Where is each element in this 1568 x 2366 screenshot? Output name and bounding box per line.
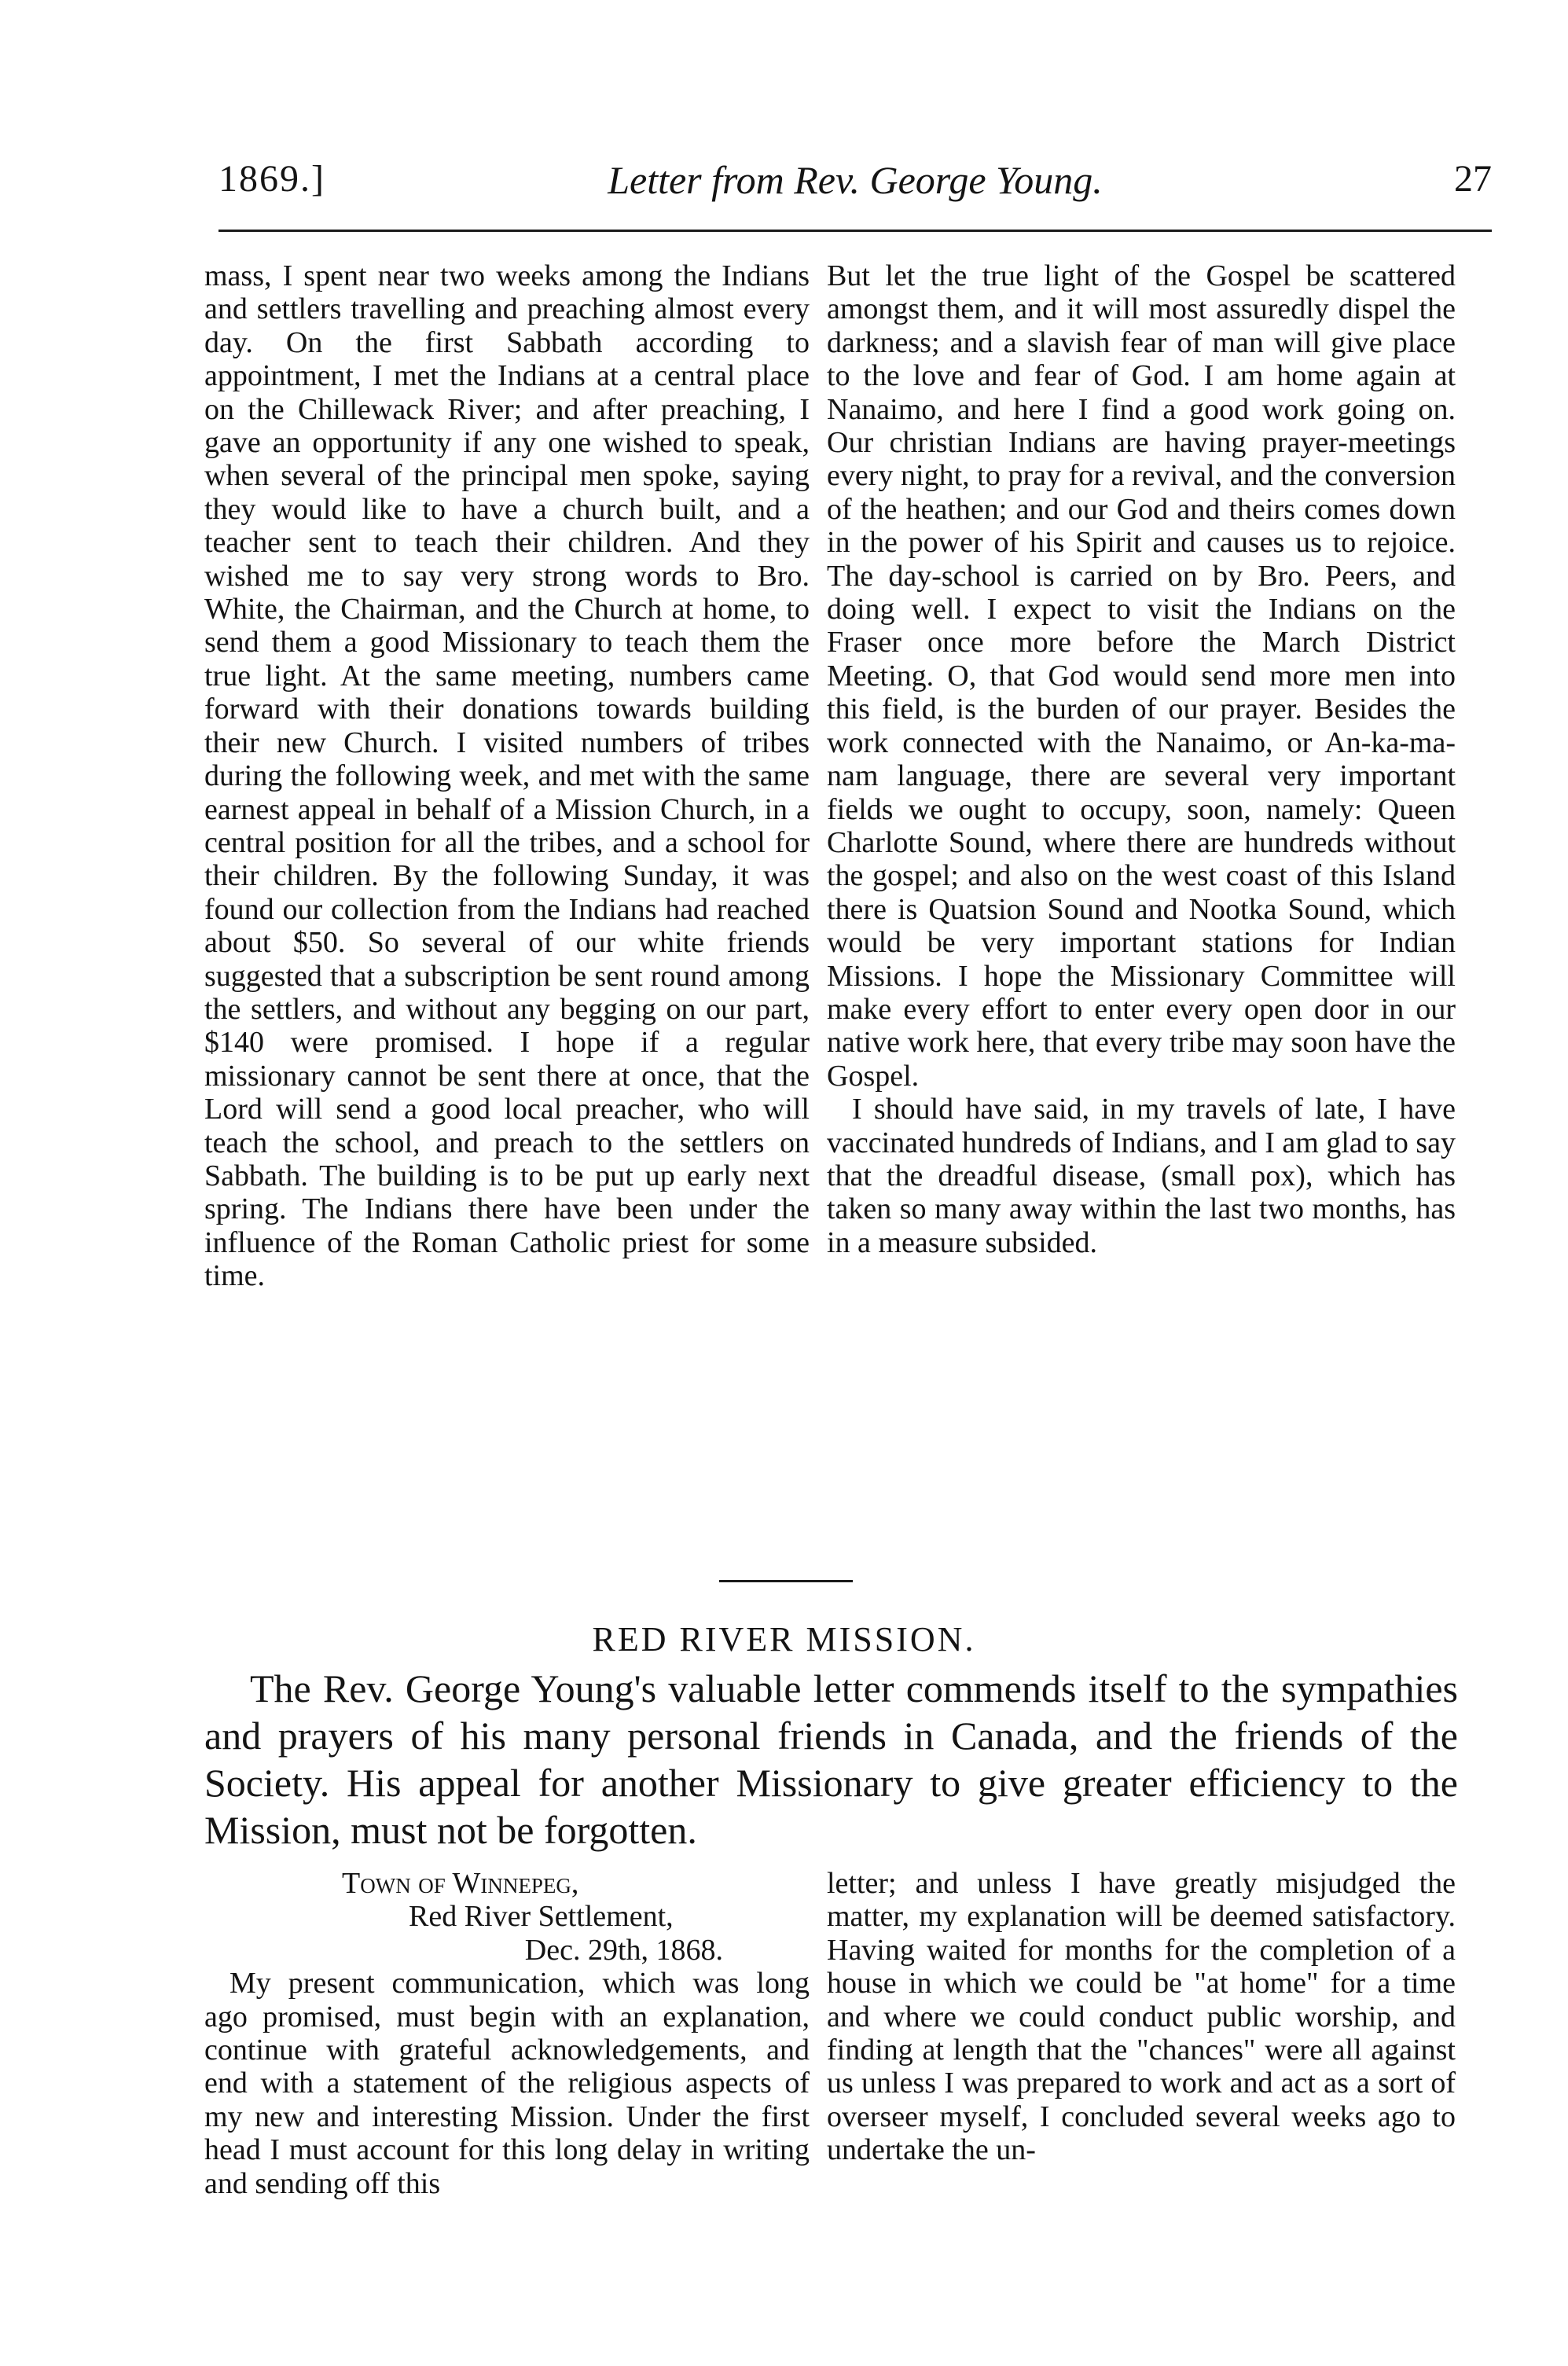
article-left-text: mass, I spent near two weeks among the Indians and settlers travelling and preaching almost every day. On the first Sabbath according to appointment, I met the Indians at a central place on the Chillewack River; and after preaching, I gave an opportunity if any one wished to speak, when several of the principal men spoke, saying they would like to have a church built, and a teacher sent to teach their children. And they wished me to say very strong words to Bro. White, the Chairman, and the Church at home, to send them a good Missionary to teach them the true light. At the same meeting, numbers came forward with their donations towards building their new Church. I visited numbers of tribes during the following week, and met with the same earnest appeal in behalf of a Mission Church, in a central position for all the tribes, and a school for their children. By the following Sunday, it was found our collection from the Indians had reached about $50. So several of our white friends suggested that a subscription be sent round among the settlers, and without any begging on our part, $140 were promised. I hope if a regular missionary cannot be sent there at once, that the Lord will send a good local preacher, who will teach the school, and preach to the settlers on Sabbath. The building is to be put up early next spring. The Indians there have been under the influence of the Roman Catholic priest for some time. — [204, 259, 810, 1293]
letter-dateline-town: Town of Winnepeg, — [342, 1867, 579, 1900]
page-number: 27 — [1454, 158, 1492, 200]
header-rule — [218, 230, 1492, 232]
letter-left-column — [204, 1867, 810, 2200]
letter-right-text: letter; and unless I have greatly misjudged the matter, my explanation will be deemed satisfactory. Having waited for months for the completion of a house in which we could be "at home" for a time and where we could conduct public worship, and finding at length that the "chances" were all against us unless I was prepared to work and act as a sort of overseer myself, I concluded several weeks ago to undertake the un- — [827, 1867, 1456, 2167]
letter-dateline-date: Dec. 29th, 1868. — [524, 1933, 723, 1967]
article-right-text-2: I should have said, in my travels of late, I have vaccinated hundreds of Indians, and I am glad to say that the dreadful disease, (small pox), which has taken so many away within the last two months, has in a measure subsided. — [827, 1093, 1456, 1259]
section-intro-text: The Rev. George Young's valuable letter commends itself to the sympathies and prayers of his many personal friends in Canada, and the friends of the Society. His appeal for another Missionary to give greater efficiency to the Mission, must not be forgotten. — [204, 1666, 1458, 1852]
section-title: RED RIVER MISSION. — [592, 1620, 976, 1659]
section-divider — [719, 1580, 853, 1582]
running-header — [218, 157, 1492, 212]
article-left-column — [204, 259, 810, 1293]
header-year: 1869.] — [218, 158, 325, 200]
article-right-text-1: But let the true light of the Gospel be scattered amongst them, and it will most assuredly dispel the darkness; and a slavish fear of man will give place to the love and fear of God. I am home again at Nanaimo, and here I find a good work going on. Our christian Indians are having prayer-meetings every night, to pray for a revival, and the conversion of the heathen; and our God and theirs comes down in the power of his Spirit and causes us to rejoice. The day-school is carried on by Bro. Peers, and doing well. I expect to visit the Indians on the Fraser once more before the March District Meeting. O, that God would send more men into this field, is the burden of our prayer. Besides the work connected with the Nanaimo, or An-ka-ma-nam language, there are several very important fields we ought to occupy, soon, namely: Queen Charlotte Sound, where there are hundreds without the gospel; and also on the west coast of this Island there is Quatsion Sound and Nootka Sound, which would be very important stations for Indian Missions. I hope the Missionary Committee will make every effort to enter every open door in our native work here, that every tribe may soon have the Gospel. — [827, 259, 1456, 1093]
letter-left-text: My present communication, which was long ago promised, must begin with an explanation, continue with grateful acknowledgements, and end with a statement of the religious aspects of my new and interesting Mission. Under the first head I must account for this long delay in writing and sending off this — [204, 1967, 810, 2200]
letter-right-column — [827, 1867, 1456, 2167]
letter-dateline-settlement: Red River Settlement, — [409, 1900, 674, 1934]
header-running-title: Letter from Rev. George Young. — [608, 158, 1103, 202]
section-intro — [204, 1665, 1458, 1853]
article-right-column — [827, 259, 1456, 1259]
